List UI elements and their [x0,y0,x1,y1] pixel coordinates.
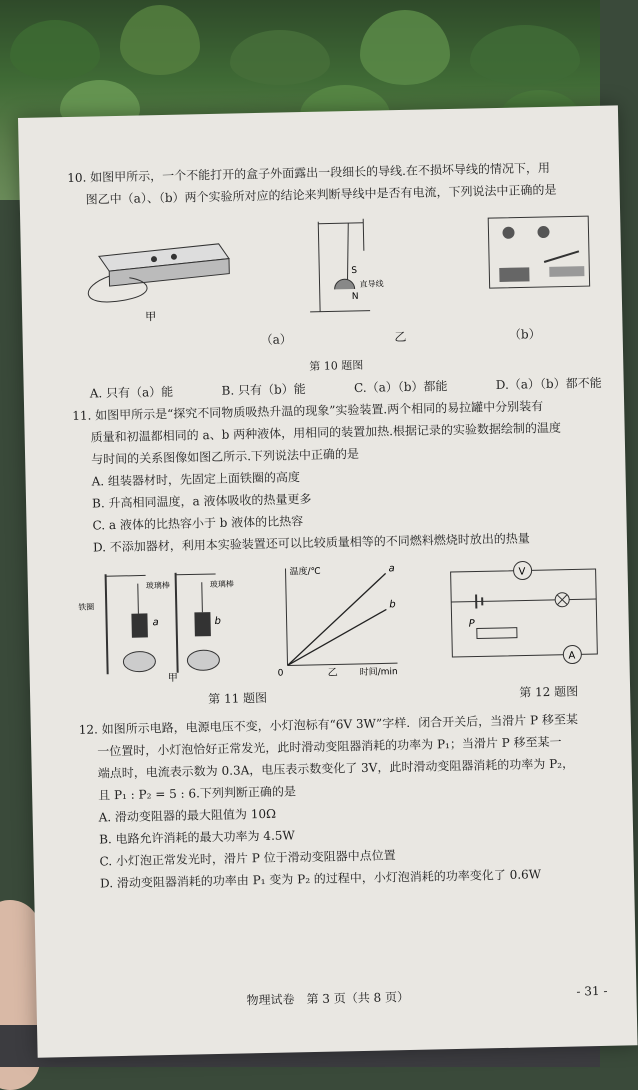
q11-chart [265,558,407,681]
q10-figure-a [288,210,410,322]
q10-label-n: N [352,292,359,302]
q10-label-a: （a） [260,328,292,351]
q11-figure-jia [75,562,237,685]
q10-option-a[interactable]: A. 只有（a）能 [90,381,174,405]
q10-stem-line2: 图乙中（a）、（b）两个实验所对应的结论来判断导线中是否有电流，下列说法中正确的是 [67,178,597,211]
q11-option-c[interactable]: C. a 液体的比热容小于 b 液体的比热容 [74,504,604,537]
q11-stem-line3: 与时间的关系图像如图乙所示.下列说法中正确的是 [73,438,603,471]
q12-voltmeter-label: V [519,566,526,577]
q11-label-glass-rod-1: 玻璃棒 [146,580,170,591]
q11-label-glass-rod-2: 玻璃棒 [210,579,234,590]
q12-option-b[interactable]: B. 电路允许消耗的最大功率为 4.5W [81,818,611,851]
q12-option-c[interactable]: C. 小灯泡正常发光时，滑片 P 位于滑动变阻器中点位置 [81,840,611,873]
q12-ammeter-label: A [568,650,575,661]
q11-fig-b: b [214,616,221,627]
q10-caption: 第 10 题图 [71,350,601,383]
q11-stem-line1: 11. 如图甲所示是“探究不同物质吸热升温的现象”实验装置.两个相同的易拉罐中分别装有 [72,394,602,427]
chart-ylabel: 温度/℃ [289,565,320,578]
q10-label-b: （b） [509,323,541,346]
q11-q12-captions [78,680,608,713]
q11-option-d[interactable]: D. 不添加器材，利用本实验装置还可以比较质量相等的不同燃料燃烧时放出的热量 [75,526,605,559]
chart-xlabel: 时间/min [360,665,398,678]
q12-stem-line3: 端点时，电流表示数为 0.3A，电压表示数变化了 3V，此时滑动变阻器消耗的功率为 P₂， [80,752,610,785]
q11-stem-line2: 质量和初温都相同的 a、b 两种液体，用相同的装置加热.根据记录的实验数据绘制的温度 [72,416,602,449]
series-b-line [286,609,387,665]
q10-figure-labels [71,322,601,355]
page-footer-title: 物理试卷 第 3 页（共 8 页） [246,988,409,1008]
q10-figures [68,206,600,327]
exam-page [18,105,638,1057]
q12-option-a[interactable]: A. 滑动变阻器的最大阻值为 10Ω [80,796,610,829]
chart-yi-label: 乙 [328,666,338,678]
q11-fig-jia: 甲 [168,672,178,684]
q11-label-iron-ring: 铁圈 [78,602,94,612]
series-b-label: b [389,599,396,610]
q11-option-b[interactable]: B. 升高相同温度，a 液体吸收的热量更多 [74,482,604,515]
q11-caption: 第 11 题图 [208,687,267,710]
q12-caption: 第 12 题图 [519,680,578,703]
q10-label-jia: 甲 [145,310,156,323]
x-axis [288,663,398,665]
q12-stem-line1: 12. 如图所示电路，电源电压不变，小灯泡标有“6V 3W”字样．闭合开关后，当滑片 P 移至某 [79,708,609,741]
q12-stem-line4: 且 P₁ : P₂ = 5 : 6.下列判断正确的是 [80,774,610,807]
q10-label-yi: 乙 [394,326,406,348]
q11-fig-a: a [152,617,158,628]
y-axis [285,568,287,665]
q12-circuit [435,554,607,678]
q10-stem-line1: 10. 如图甲所示，一个不能打开的盒子外面露出一段细长的导线.在不损坏导线的情况下，用 [67,156,597,189]
q10-option-d[interactable]: D.（a）（b）都不能 [496,372,602,396]
q10-option-b[interactable]: B. 只有（b）能 [221,378,306,402]
page-number: - 31 - [576,984,607,999]
q12-slider-label: P [469,619,476,630]
q12-stem-line2: 一位置时，小灯泡恰好正常发光，此时滑动变阻器消耗的功率为 P₁；当滑片 P 移至某一 [79,730,609,763]
q10-figure-b [468,206,600,319]
chart-origin: 0 [278,669,284,679]
q11-q12-figures [75,554,607,685]
series-a-line [286,573,388,665]
q10-label-wire: 直导线 [359,278,383,289]
series-a-label: a [388,563,394,574]
q10-label-s: S [351,266,357,276]
q11-option-a[interactable]: A. 组装器材时，先固定上面铁圈的高度 [73,460,603,493]
page-content [67,156,612,895]
q10-option-c[interactable]: C.（a）（b）都能 [354,375,448,399]
q12-option-d[interactable]: D. 滑动变阻器消耗的功率由 P₁ 变为 P₂ 的过程中，小灯泡消耗的功率变化了 0.6W [82,862,612,895]
q10-figure-jia [68,214,230,327]
